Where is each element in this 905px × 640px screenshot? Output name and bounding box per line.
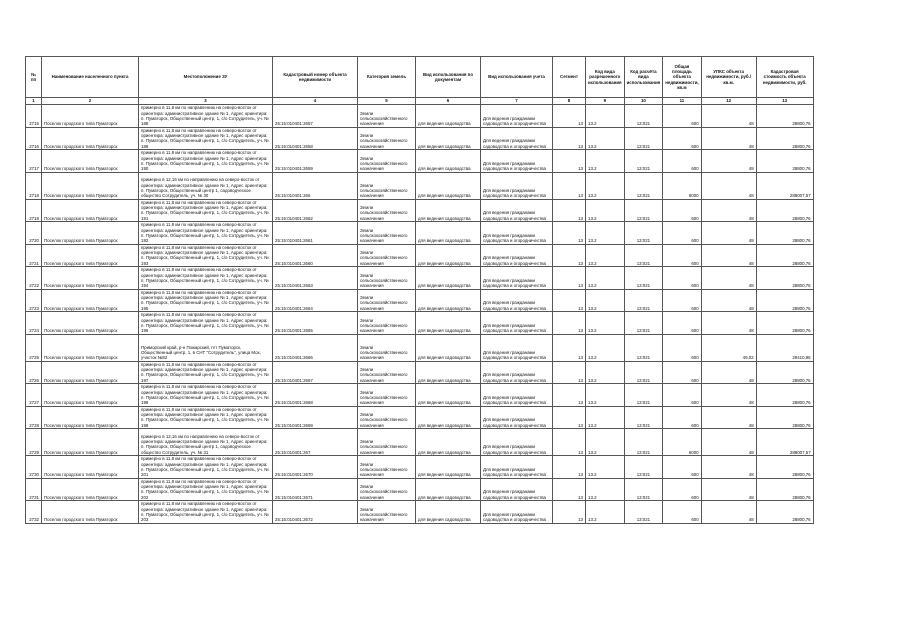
cell-calc-code: 13:021 <box>624 406 663 429</box>
cell-area: 600 <box>663 150 701 173</box>
cell-cadastral-number: 25:15:010401:2657 <box>273 105 358 128</box>
column-number: 9 <box>586 98 625 105</box>
cell-location: Приморский край, р-н Пожарский, пгт Пуматорск, Общественный центр, 1, в СНТ "Сотрудитель", улица Мох, участок №82 <box>139 334 273 361</box>
cell-cadastral-number: 25:15:010401:2667 <box>273 361 358 384</box>
cell-land-category: Земли сельскохозяйственного назначения <box>358 267 416 290</box>
table-row <box>26 289 814 312</box>
column-number: 8 <box>553 98 586 105</box>
cell-calc-code: 13:021 <box>624 150 663 173</box>
cell-permitted-use-code: 13.2 <box>586 267 625 290</box>
cell-place-name: Поселок городского типа Пуматорск <box>42 312 139 335</box>
cell-accounting-use: Для ведения гражданами садоводства и огородничества <box>481 289 553 312</box>
table-row <box>26 150 814 173</box>
table-row <box>26 267 814 290</box>
cell-accounting-use: Для ведения гражданами садоводства и огородничества <box>481 222 553 245</box>
header-cell-calc-code: Код расчёта вида использования <box>624 57 663 98</box>
cell-place-name: Поселок городского типа Пуматорск <box>42 456 139 479</box>
cell-accounting-use: Для ведения гражданами садоводства и огородничества <box>481 334 553 361</box>
cell-row-number: 2729 <box>26 429 42 456</box>
cell-doc-use: для ведения садоводства <box>416 334 481 361</box>
cell-cadastral-cost: 28800,76 <box>756 127 813 150</box>
cell-location: примерно в 11,8 км по направлению на северо-восток от ориентира: административное здание № 1, Адрес ориентира: п. Пуматорск, Общественный центр, 1, с/о Сотрудитель, уч. № 197 <box>139 361 273 384</box>
column-number: 6 <box>416 98 481 105</box>
cell-permitted-use-code: 13.2 <box>586 105 625 128</box>
cell-segment: 13 <box>553 334 586 361</box>
cell-location: примерно в 11,8 км по направлению на северо-восток от ориентира: административное здание № 1, Адрес ориентира: п. Пуматорск, Общественный центр, 1, с/о Сотрудитель, уч. № 190 <box>139 150 273 173</box>
cell-location: примерно в 12,16 км по направлению на северо-восток от ориентира: административное здание № 1, Адрес ориентира: п. Пуматорск, Общественный центр 1, садоводческое общество Сотрудитель, уч. № 30 <box>139 172 273 199</box>
cell-cadastral-number: 25:15:010401:2669 <box>273 406 358 429</box>
cell-cadastral-number: 25:15:010401:2670 <box>273 456 358 479</box>
table-body <box>26 105 814 524</box>
cell-doc-use: для ведения садоводства <box>416 384 481 407</box>
cell-cadastral-number: 25:15:010401:2660 <box>273 244 358 267</box>
header-cell-upks: УПКС объекта недвижимости, руб./кв.м. <box>701 57 756 98</box>
cell-location: примерно в 11,8 км по направлению на северо-восток от ориентира: административное здание № 1, Адрес ориентира: п. Пуматорск, Общественный центр, 1, с/о Сотрудитель, уч. № 189 <box>139 127 273 150</box>
cell-doc-use: для ведения садоводства <box>416 478 481 501</box>
table-row <box>26 312 814 335</box>
cell-calc-code: 13:021 <box>624 244 663 267</box>
cell-calc-code: 13:021 <box>624 384 663 407</box>
cell-doc-use: для ведения садоводства <box>416 267 481 290</box>
cell-doc-use: для ведения садоводства <box>416 312 481 335</box>
cell-cadastral-cost: 28800,76 <box>756 478 813 501</box>
cell-land-category: Земли сельскохозяйственного назначения <box>358 222 416 245</box>
cell-cadastral-number: 25:15:010401:2671 <box>273 478 358 501</box>
cell-segment: 13 <box>553 105 586 128</box>
cell-permitted-use-code: 13.2 <box>586 127 625 150</box>
cell-accounting-use: Для ведения гражданами садоводства и огородничества <box>481 244 553 267</box>
cell-permitted-use-code: 13.2 <box>586 150 625 173</box>
cell-accounting-use: Для ведения гражданами садоводства и огородничества <box>481 150 553 173</box>
cell-cadastral-cost: 29410,96 <box>756 334 813 361</box>
cell-row-number: 2728 <box>26 406 42 429</box>
cell-permitted-use-code: 13.2 <box>586 501 625 524</box>
column-number-row <box>26 98 814 105</box>
cell-place-name: Поселок городского типа Пуматорск <box>42 172 139 199</box>
cell-row-number: 2726 <box>26 361 42 384</box>
cell-cadastral-cost: 28800,76 <box>756 289 813 312</box>
cell-row-number: 2730 <box>26 456 42 479</box>
cell-calc-code: 13:021 <box>624 267 663 290</box>
header-cell-land-category: Категория земель <box>358 57 416 98</box>
column-number: 2 <box>42 98 139 105</box>
cell-calc-code: 13:021 <box>624 199 663 222</box>
cell-cadastral-cost: 28800,76 <box>756 312 813 335</box>
cell-land-category: Земли сельскохозяйственного назначения <box>358 312 416 335</box>
cell-cadastral-number: 25:15:010401:2668 <box>273 384 358 407</box>
cell-cadastral-cost: 28800,76 <box>756 361 813 384</box>
cell-row-number: 2716 <box>26 127 42 150</box>
cell-upks: 48 <box>701 478 756 501</box>
cell-row-number: 2717 <box>26 150 42 173</box>
table-row <box>26 127 814 150</box>
cell-land-category: Земли сельскохозяйственного назначения <box>358 150 416 173</box>
cell-row-number: 2723 <box>26 289 42 312</box>
cell-permitted-use-code: 13.2 <box>586 429 625 456</box>
cell-row-number: 2720 <box>26 222 42 245</box>
cell-cadastral-number: 25:15:010401:266 <box>273 172 358 199</box>
cell-area: 600 <box>663 312 701 335</box>
cell-permitted-use-code: 13.2 <box>586 172 625 199</box>
cell-row-number: 2722 <box>26 267 42 290</box>
cell-permitted-use-code: 13.2 <box>586 456 625 479</box>
cell-land-category: Земли сельскохозяйственного назначения <box>358 406 416 429</box>
cell-doc-use: для ведения садоводства <box>416 429 481 456</box>
cell-land-category: Земли сельскохозяйственного назначения <box>358 384 416 407</box>
table-row <box>26 199 814 222</box>
cell-place-name: Поселок городского типа Пуматорск <box>42 150 139 173</box>
table-row <box>26 478 814 501</box>
cell-doc-use: для ведения садоводства <box>416 501 481 524</box>
cell-area: 6000 <box>663 172 701 199</box>
cell-location: примерно в 11,8 км по направлению на северо-восток от ориентира: административное здание № 1, Адрес ориентира: п. Пуматорск, Общественный центр, 1, с/о Сотрудитель, уч. № 201 <box>139 456 273 479</box>
cell-cadastral-cost: 28800,76 <box>756 406 813 429</box>
cell-area: 600 <box>663 127 701 150</box>
cell-cadastral-cost: 28800,76 <box>756 384 813 407</box>
cell-land-category: Земли сельскохозяйственного назначения <box>358 289 416 312</box>
cell-doc-use: для ведения садоводства <box>416 199 481 222</box>
cell-area: 6000 <box>663 429 701 456</box>
cell-segment: 13 <box>553 172 586 199</box>
cell-segment: 13 <box>553 429 586 456</box>
cell-place-name: Поселок городского типа Пуматорск <box>42 361 139 384</box>
cell-segment: 13 <box>553 478 586 501</box>
cell-accounting-use: Для ведения гражданами садоводства и огородничества <box>481 361 553 384</box>
cell-calc-code: 13:021 <box>624 289 663 312</box>
cell-location: примерно в 12,16 км по направлению на северо-восток от ориентира: административное здание № 1, Адрес ориентира: п. Пуматорск, Общественный центр 1, садоводческое общество Сотрудитель, уч. № 31 <box>139 429 273 456</box>
cell-cadastral-cost: 288007,57 <box>756 429 813 456</box>
cell-place-name: Поселок городского типа Пуматорск <box>42 384 139 407</box>
cell-upks: 48 <box>701 150 756 173</box>
cell-upks: 48 <box>701 244 756 267</box>
cell-location: примерно в 11,8 км по направлению на северо-восток от ориентира: административное здание № 1, Адрес ориентира: п. Пуматорск, Общественный центр, 1, с/о Сотрудитель, уч. № 198 <box>139 384 273 407</box>
cell-area: 600 <box>663 478 701 501</box>
cell-area: 600 <box>663 334 701 361</box>
cell-area: 600 <box>663 501 701 524</box>
header-cell-num: № пп <box>26 57 42 98</box>
cell-permitted-use-code: 13.2 <box>586 406 625 429</box>
cell-location: примерно в 11,8 км по направлению на северо-восток от ориентира: административное здание № 1, Адрес ориентира: п. Пуматорск, Общественный центр, 1, с/о Сотрудитель, уч. № 195 <box>139 289 273 312</box>
cell-calc-code: 13:021 <box>624 361 663 384</box>
cell-area: 600 <box>663 384 701 407</box>
cell-cadastral-cost: 28800,76 <box>756 222 813 245</box>
cell-upks: 48 <box>701 127 756 150</box>
header-cell-segment: Сегмент <box>553 57 586 98</box>
cell-upks: 48 <box>701 312 756 335</box>
header-cell-permitted-use-code: Код вида разрешенного использования <box>586 57 625 98</box>
cell-cadastral-number: 25:15:010401:2662 <box>273 199 358 222</box>
cell-land-category: Земли сельскохозяйственного назначения <box>358 501 416 524</box>
cell-permitted-use-code: 13.2 <box>586 384 625 407</box>
cell-segment: 13 <box>553 150 586 173</box>
cell-cadastral-cost: 28800,76 <box>756 501 813 524</box>
cell-segment: 13 <box>553 456 586 479</box>
cell-row-number: 2731 <box>26 478 42 501</box>
cell-doc-use: для ведения садоводства <box>416 289 481 312</box>
cell-upks: 48 <box>701 105 756 128</box>
cell-area: 600 <box>663 406 701 429</box>
cell-place-name: Поселок городского типа Пуматорск <box>42 244 139 267</box>
cell-location: примерно в 11,8 км по направлению на северо-восток от ориентира: административное здание № 1, Адрес ориентира: п. Пуматорск, Общественный центр, 1, с/о Сотрудитель, уч. № 199 <box>139 406 273 429</box>
cell-calc-code: 13:021 <box>624 127 663 150</box>
cell-upks: 48 <box>701 384 756 407</box>
cell-segment: 13 <box>553 361 586 384</box>
cell-location: примерно в 11,8 км по направлению на северо-восток от ориентира: административное здание № 1, Адрес ориентира: п. Пуматорск, Общественный центр, 1, с/о Сотрудитель, уч. № 193 <box>139 244 273 267</box>
cell-accounting-use: Для ведения гражданами садоводства и огородничества <box>481 127 553 150</box>
table-row <box>26 222 814 245</box>
cell-accounting-use: Для ведения гражданами садоводства и огородничества <box>481 105 553 128</box>
column-number: 5 <box>358 98 416 105</box>
cell-land-category: Земли сельскохозяйственного назначения <box>358 127 416 150</box>
cell-permitted-use-code: 13.2 <box>586 312 625 335</box>
cell-accounting-use: Для ведения гражданами садоводства и огородничества <box>481 478 553 501</box>
cell-area: 600 <box>663 267 701 290</box>
cell-calc-code: 13:021 <box>624 105 663 128</box>
cell-accounting-use: Для ведения гражданами садоводства и огородничества <box>481 312 553 335</box>
cell-doc-use: для ведения садоводства <box>416 244 481 267</box>
cell-accounting-use: Для ведения гражданами садоводства и огородничества <box>481 172 553 199</box>
cell-upks: 48 <box>701 456 756 479</box>
header-cell-place: Наименование населенного пункта <box>42 57 139 98</box>
cell-segment: 13 <box>553 289 586 312</box>
cell-area: 600 <box>663 289 701 312</box>
cell-cadastral-number: 25:15:010401:2672 <box>273 501 358 524</box>
cell-calc-code: 13:021 <box>624 501 663 524</box>
cell-location: примерно в 11,8 км по направлению на северо-восток от ориентира: административное здание № 1, Адрес ориентира: п. Пуматорск, Общественный центр, 1, с/о Сотрудитель, уч. № 192 <box>139 222 273 245</box>
cell-place-name: Поселок городского типа Пуматорск <box>42 334 139 361</box>
cell-doc-use: для ведения садоводства <box>416 172 481 199</box>
cell-permitted-use-code: 13.2 <box>586 199 625 222</box>
cell-calc-code: 13:021 <box>624 312 663 335</box>
cell-row-number: 2721 <box>26 244 42 267</box>
cell-doc-use: для ведения садоводства <box>416 361 481 384</box>
cell-place-name: Поселок городского типа Пуматорск <box>42 199 139 222</box>
cell-area: 600 <box>663 105 701 128</box>
column-number: 7 <box>481 98 553 105</box>
cell-upks: 48 <box>701 429 756 456</box>
cell-cadastral-number: 25:15:010401:2666 <box>273 334 358 361</box>
cell-accounting-use: Для ведения гражданами садоводства и огородничества <box>481 429 553 456</box>
cell-place-name: Поселок городского типа Пуматорск <box>42 267 139 290</box>
column-number: 13 <box>756 98 813 105</box>
header-cell-accounting-use: Вид использования учета <box>481 57 553 98</box>
cell-area: 600 <box>663 361 701 384</box>
cell-area: 600 <box>663 222 701 245</box>
cell-row-number: 2715 <box>26 105 42 128</box>
cell-location: примерно в 11,8 км по направлению на северо-восток от ориентира: административное здание № 1, Адрес ориентира: п. Пуматорск, Общественный центр, 1, с/о Сотрудитель, уч. № 202 <box>139 478 273 501</box>
cell-location: примерно в 11,8 км по направлению на северо-восток от ориентира: административное здание № 1, Адрес ориентира: п. Пуматорск, Общественный центр, 1, с/о Сотрудитель, уч. № 194 <box>139 267 273 290</box>
cell-location: примерно в 11,8 км по направлению на северо-восток от ориентира: административное здание № 1, Адрес ориентира: п. Пуматорск, Общественный центр, 1, с/о Сотрудитель, уч. № 196 <box>139 312 273 335</box>
column-number: 12 <box>701 98 756 105</box>
cell-land-category: Земли сельскохозяйственного назначения <box>358 105 416 128</box>
cell-upks: 48 <box>701 199 756 222</box>
cell-area: 600 <box>663 456 701 479</box>
header-cell-doc-use: Вид использования по документам <box>416 57 481 98</box>
cell-row-number: 2727 <box>26 384 42 407</box>
table-row <box>26 384 814 407</box>
column-number: 11 <box>663 98 701 105</box>
cell-place-name: Поселок городского типа Пуматорск <box>42 406 139 429</box>
cell-area: 600 <box>663 244 701 267</box>
cell-segment: 13 <box>553 384 586 407</box>
cell-segment: 13 <box>553 244 586 267</box>
cell-area: 600 <box>663 199 701 222</box>
cell-place-name: Поселок городского типа Пуматорск <box>42 478 139 501</box>
cell-cadastral-number: 25:15:010401:2664 <box>273 289 358 312</box>
column-number: 1 <box>26 98 42 105</box>
cell-accounting-use: Для ведения гражданами садоводства и огородничества <box>481 384 553 407</box>
cell-permitted-use-code: 13.2 <box>586 334 625 361</box>
cell-cadastral-number: 25:15:010401:2665 <box>273 312 358 335</box>
cell-segment: 13 <box>553 406 586 429</box>
cell-doc-use: для ведения садоводства <box>416 150 481 173</box>
cell-cadastral-number: 25:15:010401:2663 <box>273 267 358 290</box>
column-number: 10 <box>624 98 663 105</box>
cell-cadastral-cost: 28800,76 <box>756 150 813 173</box>
header-cell-cadastral-cost: Кадастровая стоимость объекта недвижимости, руб. <box>756 57 813 98</box>
column-number: 4 <box>273 98 358 105</box>
cell-permitted-use-code: 13.2 <box>586 289 625 312</box>
table-row <box>26 244 814 267</box>
cell-row-number: 2725 <box>26 334 42 361</box>
table-row <box>26 105 814 128</box>
cell-cadastral-cost: 28800,76 <box>756 244 813 267</box>
cell-row-number: 2732 <box>26 501 42 524</box>
header-cell-cadastral-number: Кадастровый номер объекта недвижимости <box>273 57 358 98</box>
table-row <box>26 406 814 429</box>
cell-land-category: Земли сельскохозяйственного назначения <box>358 244 416 267</box>
cell-location: примерно в 11,8 км по направлению на северо-восток от ориентира: административное здание № 1, Адрес ориентира: п. Пуматорск, Общественный центр, 1, с/о Сотрудитель, уч. № 203 <box>139 501 273 524</box>
table-row <box>26 501 814 524</box>
cell-doc-use: для ведения садоводства <box>416 105 481 128</box>
cell-calc-code: 13:021 <box>624 429 663 456</box>
column-number: 3 <box>139 98 273 105</box>
cell-land-category: Земли сельскохозяйственного назначения <box>358 478 416 501</box>
table-row <box>26 456 814 479</box>
cell-land-category: Земли сельскохозяйственного назначения <box>358 456 416 479</box>
table-row <box>26 429 814 456</box>
cell-accounting-use: Для ведения гражданами садоводства и огородничества <box>481 456 553 479</box>
cadastral-table-sheet <box>25 56 814 524</box>
table-row <box>26 172 814 199</box>
cell-permitted-use-code: 13.2 <box>586 244 625 267</box>
cell-land-category: Земли сельскохозяйственного назначения <box>358 334 416 361</box>
cell-upks: 48 <box>701 501 756 524</box>
cell-calc-code: 13:021 <box>624 172 663 199</box>
cell-land-category: Земли сельскохозяйственного назначения <box>358 172 416 199</box>
cell-calc-code: 13:021 <box>624 456 663 479</box>
cell-accounting-use: Для ведения гражданами садоводства и огородничества <box>481 267 553 290</box>
cell-permitted-use-code: 13.2 <box>586 361 625 384</box>
cell-permitted-use-code: 13.2 <box>586 222 625 245</box>
header-row <box>26 57 814 98</box>
cell-doc-use: для ведения садоводства <box>416 406 481 429</box>
cell-upks: 48 <box>701 289 756 312</box>
cell-cadastral-cost: 28800,76 <box>756 267 813 290</box>
cell-doc-use: для ведения садоводства <box>416 127 481 150</box>
cell-upks: 48 <box>701 172 756 199</box>
cell-row-number: 2719 <box>26 199 42 222</box>
cell-accounting-use: Для ведения гражданами садоводства и огородничества <box>481 406 553 429</box>
cell-calc-code: 13:021 <box>624 334 663 361</box>
cell-upks: 48 <box>701 406 756 429</box>
cell-cadastral-cost: 28800,76 <box>756 456 813 479</box>
cell-doc-use: для ведения садоводства <box>416 222 481 245</box>
cell-cadastral-number: 25:15:010401:2658 <box>273 127 358 150</box>
cell-cadastral-number: 25:15:010401:267 <box>273 429 358 456</box>
header-cell-area: Общая площадь объекта недвижимости, кв.м <box>663 57 701 98</box>
cell-upks: 49,02 <box>701 334 756 361</box>
cell-cadastral-cost: 28800,76 <box>756 105 813 128</box>
cell-row-number: 2718 <box>26 172 42 199</box>
cell-upks: 48 <box>701 267 756 290</box>
cell-cadastral-cost: 28800,76 <box>756 199 813 222</box>
cell-row-number: 2724 <box>26 312 42 335</box>
cell-cadastral-number: 25:15:010401:2661 <box>273 222 358 245</box>
cell-segment: 13 <box>553 501 586 524</box>
cell-segment: 13 <box>553 222 586 245</box>
cell-segment: 13 <box>553 312 586 335</box>
cell-land-category: Земли сельскохозяйственного назначения <box>358 361 416 384</box>
cell-place-name: Поселок городского типа Пуматорск <box>42 105 139 128</box>
cell-accounting-use: Для ведения гражданами садоводства и огородничества <box>481 199 553 222</box>
cell-cadastral-number: 25:15:010401:2659 <box>273 150 358 173</box>
cell-place-name: Поселок городского типа Пуматорск <box>42 222 139 245</box>
cell-location: примерно в 11,8 км по направлению на северо-восток от ориентира: административное здание № 1, Адрес ориентира: п. Пуматорск, Общественный центр, 1, с/о Сотрудитель, уч. № 191 <box>139 199 273 222</box>
cell-upks: 48 <box>701 361 756 384</box>
header-cell-location: Местоположение ЗУ <box>139 57 273 98</box>
cell-upks: 48 <box>701 222 756 245</box>
cell-segment: 13 <box>553 127 586 150</box>
cell-calc-code: 13:021 <box>624 478 663 501</box>
cell-accounting-use: Для ведения гражданами садоводства и огородничества <box>481 501 553 524</box>
cell-place-name: Поселок городского типа Пуматорск <box>42 289 139 312</box>
cell-land-category: Земли сельскохозяйственного назначения <box>358 429 416 456</box>
cell-doc-use: для ведения садоводства <box>416 456 481 479</box>
cell-location: примерно в 11,8 км по направлению на северо-восток от ориентира: административное здание № 1, Адрес ориентира: п. Пуматорск, Общественный центр, 1, с/о Сотрудитель, уч. № 188 <box>139 105 273 128</box>
table-row <box>26 361 814 384</box>
table-row <box>26 334 814 361</box>
cell-land-category: Земли сельскохозяйственного назначения <box>358 199 416 222</box>
cell-calc-code: 13:021 <box>624 222 663 245</box>
cell-place-name: Поселок городского типа Пуматорск <box>42 501 139 524</box>
cadastral-table <box>25 56 814 524</box>
cell-permitted-use-code: 13.2 <box>586 478 625 501</box>
cell-place-name: Поселок городского типа Пуматорск <box>42 127 139 150</box>
cell-place-name: Поселок городского типа Пуматорск <box>42 429 139 456</box>
cell-segment: 13 <box>553 199 586 222</box>
cell-cadastral-cost: 288007,57 <box>756 172 813 199</box>
cell-segment: 13 <box>553 267 586 290</box>
